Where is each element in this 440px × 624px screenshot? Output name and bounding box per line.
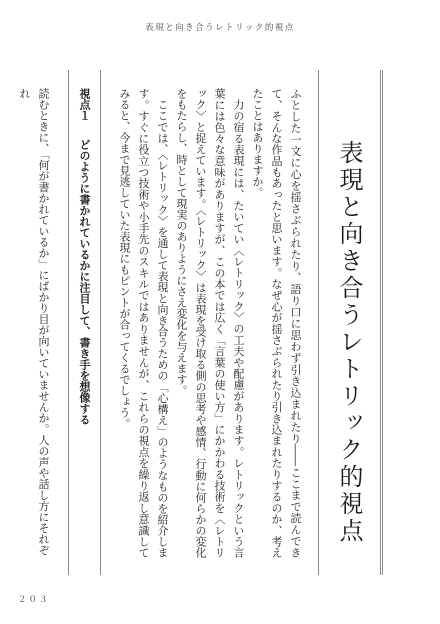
viewpoint-heading-text: どのように書かれているかに注目して、書き手を想像する [78,138,91,425]
intro-paragraph: ふとした一文に心を揺さぶられたり、語り口に思わず引き込まれたり――ここまで読んできて、そんな作品もあったと思います。なぜ心が揺さぶられたり引き込まれたりするのか、考えたことはありますか。 [251,88,302,558]
title-frame-right [380,70,383,575]
viewpoint-body [15,88,53,558]
viewpoint-paragraph: 読むときに、「何が書かれているか」にばかり目が向いていませんか。人の声や話し方にそれぞれ [18,88,50,556]
section-divider [100,70,101,575]
intro-paragraph: ここでは、〈レトリック〉を通して表現と向き合うための「心構え」のようなものを紹介します。すぐに役立つ技術や小手先のスキルではありませんが、これらの視点を繰り返し意識してみると、今まで見逃していた表現にもピントが合ってくるでしょう。 [118,88,169,558]
viewpoint-number: 視点１ [78,88,91,121]
heading-frame-left [68,70,69,575]
viewpoint-heading [75,88,94,558]
running-header: 表現と向き合うレトリック的視点 [145,23,295,33]
page-title: 表現と向き合うレトリック的視点 [335,140,363,545]
page-number: ２０３ [18,595,50,605]
intro-body [110,88,305,558]
intro-paragraph: 力の宿る表現には、たいてい〈レトリック〉の工夫や配慮があります。レトリックという言葉には色々な意味がありますが、この本では広く「言葉の使い方」にかかわる技術を〈レトリック〉と捉えています。〈レトリック〉は表現を受け取る側の思考や感情、行動に何らかの変化をもたらし、時として現実のありようにさえ変化を与えます。 [175,88,245,558]
title-frame-left [318,70,319,575]
